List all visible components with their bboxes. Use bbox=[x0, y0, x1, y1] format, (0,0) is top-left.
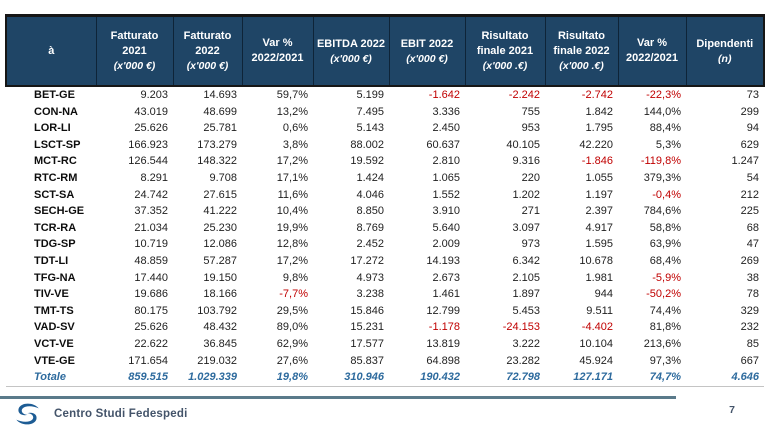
table-cell: 5,3% bbox=[655, 138, 681, 151]
table-cell: 9,8% bbox=[282, 271, 308, 284]
table-cell: -7,7% bbox=[279, 288, 308, 301]
financial-table-wrap bbox=[5, 14, 763, 387]
table-cell: -2.742 bbox=[581, 89, 613, 101]
table-cell: 19.150 bbox=[203, 271, 237, 284]
table-cell: 1.247 bbox=[731, 155, 759, 168]
table-cell: 40.105 bbox=[506, 138, 540, 151]
table-cell: 212 bbox=[740, 188, 759, 201]
table-cell: 88,4% bbox=[649, 122, 681, 135]
table-cell: 10,4% bbox=[276, 205, 308, 218]
table-cell: 19.686 bbox=[134, 288, 168, 301]
table-cell: 13,2% bbox=[276, 105, 308, 118]
table-cell: 1.595 bbox=[585, 238, 613, 251]
table-cell: 48.859 bbox=[134, 254, 168, 267]
table-cell: 37.352 bbox=[134, 205, 168, 218]
table-cell: 629 bbox=[740, 138, 759, 151]
table-row bbox=[6, 319, 764, 336]
table-cell: 232 bbox=[740, 321, 759, 334]
table-cell: 213,6% bbox=[643, 337, 681, 350]
table-cell: 1.029.339 bbox=[188, 371, 237, 384]
table-cell: 225 bbox=[740, 205, 759, 218]
table-cell: 19,8% bbox=[276, 371, 308, 384]
table-cell: 10.104 bbox=[579, 337, 613, 350]
table-cell: 127.171 bbox=[573, 371, 613, 384]
table-cell: 94 bbox=[746, 122, 759, 135]
footer-divider bbox=[0, 396, 676, 399]
row-label: TFG-NA bbox=[34, 271, 76, 284]
table-cell: 25.626 bbox=[134, 122, 168, 135]
table-cell: 74,4% bbox=[649, 304, 681, 317]
table-row bbox=[6, 353, 764, 370]
table-cell: 19,9% bbox=[276, 221, 308, 234]
table-cell: 45.924 bbox=[579, 354, 613, 367]
table-cell: 24.742 bbox=[134, 188, 168, 201]
row-label: SCT-SA bbox=[34, 188, 75, 201]
row-label: CON-NA bbox=[34, 105, 78, 118]
table-cell: 10.719 bbox=[134, 238, 168, 251]
table-cell: 5.453 bbox=[512, 304, 540, 317]
table-cell: 68 bbox=[746, 221, 759, 234]
table-cell: 859.515 bbox=[128, 371, 168, 384]
table-cell: 1.424 bbox=[356, 171, 384, 184]
table-cell: 8.850 bbox=[356, 205, 384, 218]
table-cell: 12.799 bbox=[426, 304, 460, 317]
table-cell: 17,1% bbox=[276, 171, 308, 184]
table-row bbox=[6, 170, 764, 187]
table-cell: 89,0% bbox=[276, 321, 308, 334]
table-cell: 9.203 bbox=[140, 89, 168, 101]
table-cell: 3.097 bbox=[512, 221, 540, 234]
table-cell: 2.450 bbox=[432, 122, 460, 135]
row-label: Totale bbox=[34, 371, 66, 384]
table-cell: 64.898 bbox=[426, 354, 460, 367]
table-cell: -119,8% bbox=[640, 155, 681, 168]
table-cell: 1.202 bbox=[512, 188, 540, 201]
table-cell: 42.220 bbox=[579, 138, 613, 151]
table-cell: 219.032 bbox=[197, 354, 237, 367]
table-cell: 36.845 bbox=[203, 337, 237, 350]
table-header-entity: à bbox=[6, 16, 96, 87]
table-cell: 25.781 bbox=[203, 122, 237, 135]
financial-table bbox=[5, 14, 765, 387]
table-cell: -2.242 bbox=[508, 89, 540, 101]
table-cell: -4.402 bbox=[581, 321, 613, 334]
table-cell: 97,3% bbox=[649, 354, 681, 367]
row-label: TMT-TS bbox=[34, 304, 74, 317]
table-cell: 379,3% bbox=[643, 171, 681, 184]
table-cell: 9.511 bbox=[586, 304, 613, 317]
table-cell: 310.946 bbox=[344, 371, 384, 384]
table-cell: 57.287 bbox=[203, 254, 237, 267]
table-cell: 43.019 bbox=[134, 105, 168, 118]
row-label: TDT-LI bbox=[34, 254, 69, 267]
table-row bbox=[6, 153, 764, 170]
table-cell: 1.795 bbox=[585, 122, 613, 135]
row-label: TDG-SP bbox=[34, 238, 76, 251]
table-cell: 1.897 bbox=[512, 288, 540, 301]
row-label: RTC-RM bbox=[34, 171, 78, 184]
table-cell: 81,8% bbox=[649, 321, 681, 334]
table-cell: 54 bbox=[746, 171, 759, 184]
table-cell: 74,7% bbox=[649, 371, 681, 384]
table-cell: 78 bbox=[746, 288, 759, 301]
table-cell: 88.002 bbox=[350, 138, 384, 151]
table-cell: 166.923 bbox=[128, 138, 168, 151]
table-cell: 38 bbox=[746, 271, 759, 284]
table-cell: 144,0% bbox=[643, 105, 681, 118]
table-cell: 126.544 bbox=[128, 155, 168, 168]
table-cell: 4.646 bbox=[731, 371, 759, 384]
table-row bbox=[6, 286, 764, 303]
table-cell: -1.642 bbox=[428, 89, 460, 101]
table-cell: 27,6% bbox=[276, 354, 308, 367]
table-cell: 4.046 bbox=[356, 188, 384, 201]
row-label: LOR-LI bbox=[34, 122, 71, 135]
table-cell: 3.336 bbox=[432, 105, 460, 118]
table-cell: 3.222 bbox=[512, 337, 540, 350]
table-cell: 48.432 bbox=[203, 321, 237, 334]
row-label: MCT-RC bbox=[34, 155, 77, 168]
table-cell: 1.065 bbox=[432, 171, 460, 184]
table-cell: -0,4% bbox=[652, 188, 681, 201]
row-label: TIV-VE bbox=[34, 288, 69, 301]
table-row bbox=[6, 220, 764, 237]
table-row bbox=[6, 270, 764, 287]
table-cell: 12,8% bbox=[276, 238, 308, 251]
table-cell: 22.622 bbox=[134, 337, 168, 350]
table-cell: -5,9% bbox=[652, 271, 681, 284]
table-cell: 47 bbox=[746, 238, 759, 251]
table-cell: 271 bbox=[521, 205, 540, 218]
table-cell: 5.640 bbox=[432, 221, 460, 234]
table-cell: 1.981 bbox=[585, 271, 613, 284]
page-number: 7 bbox=[729, 404, 735, 416]
column-header: Fatturato 2021 (x'000 €) bbox=[96, 16, 173, 87]
table-cell: 3.238 bbox=[356, 288, 384, 301]
table-row bbox=[6, 203, 764, 220]
table-cell: 4.973 bbox=[356, 271, 384, 284]
table-cell: 29,5% bbox=[276, 304, 308, 317]
row-label: VAD-SV bbox=[34, 321, 75, 334]
table-row bbox=[6, 104, 764, 121]
table-cell: 25.230 bbox=[203, 221, 237, 234]
table-cell: 58,8% bbox=[649, 221, 681, 234]
table-cell: 171.654 bbox=[128, 354, 168, 367]
table-cell: 5.143 bbox=[356, 122, 384, 135]
table-cell: 2.810 bbox=[432, 155, 460, 168]
table-cell: -50,2% bbox=[646, 288, 681, 301]
column-header: Var % 2022/2021 bbox=[618, 16, 686, 87]
table-cell: 21.034 bbox=[134, 221, 168, 234]
table-cell: 14.193 bbox=[426, 254, 460, 267]
fedespedi-swoosh-icon bbox=[14, 402, 41, 426]
table-cell: 27.615 bbox=[203, 188, 237, 201]
table-cell: 2.673 bbox=[432, 271, 460, 284]
table-cell: 8.769 bbox=[356, 221, 384, 234]
table-cell: -1.846 bbox=[581, 155, 613, 168]
table-cell: 3.910 bbox=[432, 205, 460, 218]
column-header: EBITDA 2022 (x'000 €) bbox=[313, 16, 389, 87]
table-row bbox=[6, 120, 764, 137]
table-cell: 755 bbox=[521, 105, 540, 118]
table-cell: 784,6% bbox=[643, 205, 681, 218]
table-header-row bbox=[6, 16, 764, 87]
table-cell: 667 bbox=[740, 354, 759, 367]
column-header: EBIT 2022 (x'000 €) bbox=[389, 16, 465, 87]
row-label: VCT-VE bbox=[34, 337, 74, 350]
table-cell: 1.055 bbox=[585, 171, 613, 184]
table-cell: 19.592 bbox=[350, 155, 384, 168]
table-cell: -1.178 bbox=[428, 321, 460, 334]
table-cell: 17.577 bbox=[350, 337, 384, 350]
table-cell: 0,6% bbox=[282, 122, 308, 135]
table-cell: 269 bbox=[740, 254, 759, 267]
table-cell: 9.316 bbox=[512, 155, 540, 168]
row-label: SECH-GE bbox=[34, 205, 85, 218]
table-row bbox=[6, 86, 764, 104]
table-cell: 13.819 bbox=[426, 337, 460, 350]
row-label: VTE-GE bbox=[34, 354, 75, 367]
table-cell: 6.342 bbox=[512, 254, 540, 267]
table-cell: 1.842 bbox=[585, 105, 613, 118]
total-row bbox=[6, 369, 764, 386]
table-cell: 2.452 bbox=[356, 238, 384, 251]
table-cell: 17,2% bbox=[276, 254, 308, 267]
table-cell: 14.693 bbox=[203, 89, 237, 101]
table-cell: 63,9% bbox=[649, 238, 681, 251]
column-header: Dipendenti (n) bbox=[686, 16, 764, 87]
row-label: LSCT-SP bbox=[34, 138, 81, 151]
table-cell: 15.231 bbox=[350, 321, 384, 334]
table-cell: 148.322 bbox=[197, 155, 237, 168]
table-cell: 1.552 bbox=[432, 188, 460, 201]
column-header: Fatturato 2022 (x'000 €) bbox=[173, 16, 242, 87]
table-cell: 15.846 bbox=[350, 304, 384, 317]
table-cell: 68,4% bbox=[649, 254, 681, 267]
table-cell: -24.153 bbox=[502, 321, 540, 334]
table-cell: 17.272 bbox=[350, 254, 384, 267]
table-cell: 80.175 bbox=[134, 304, 168, 317]
table-row bbox=[6, 187, 764, 204]
table-cell: 1.461 bbox=[432, 288, 460, 301]
table-cell: 18.166 bbox=[203, 288, 237, 301]
table-cell: 5.199 bbox=[356, 89, 384, 101]
table-cell: 41.222 bbox=[203, 205, 237, 218]
table-row bbox=[6, 236, 764, 253]
table-cell: 59,7% bbox=[276, 89, 308, 101]
table-row bbox=[6, 253, 764, 270]
table-cell: 12.086 bbox=[203, 238, 237, 251]
table-row bbox=[6, 336, 764, 353]
table-cell: 8.291 bbox=[140, 171, 168, 184]
table-cell: 1.197 bbox=[585, 188, 613, 201]
table-cell: 2.397 bbox=[585, 205, 613, 218]
table-row bbox=[6, 137, 764, 154]
footer bbox=[14, 401, 187, 427]
table-cell: 48.699 bbox=[203, 105, 237, 118]
table-cell: 329 bbox=[740, 304, 759, 317]
table-cell: 944 bbox=[594, 288, 613, 301]
table-cell: 190.432 bbox=[420, 371, 460, 384]
table-cell: 4.917 bbox=[585, 221, 613, 234]
table-cell: 62,9% bbox=[276, 337, 308, 350]
table-cell: 2.105 bbox=[512, 271, 540, 284]
table-cell: 25.626 bbox=[134, 321, 168, 334]
table-cell: 85.837 bbox=[350, 354, 384, 367]
table-cell: 973 bbox=[521, 238, 540, 251]
table-cell: 60.637 bbox=[426, 138, 460, 151]
row-label: TCR-RA bbox=[34, 221, 77, 234]
table-cell: 2.009 bbox=[432, 238, 460, 251]
table-cell: 3,8% bbox=[282, 138, 308, 151]
table-cell: 103.792 bbox=[197, 304, 237, 317]
table-cell: 9.708 bbox=[209, 171, 237, 184]
table-cell: 72.798 bbox=[506, 371, 540, 384]
table-cell: 17.440 bbox=[134, 271, 168, 284]
column-header: Risultato finale 2022 (x'000 .€) bbox=[545, 16, 618, 87]
table-cell: 299 bbox=[740, 105, 759, 118]
table-cell: -22,3% bbox=[646, 89, 681, 101]
table-cell: 953 bbox=[521, 122, 540, 135]
row-label: BET-GE bbox=[34, 89, 75, 101]
table-cell: 23.282 bbox=[506, 354, 540, 367]
table-cell: 7.495 bbox=[356, 105, 384, 118]
table-cell: 220 bbox=[521, 171, 540, 184]
table-cell: 173.279 bbox=[197, 138, 237, 151]
table-cell: 85 bbox=[746, 337, 759, 350]
table-row bbox=[6, 303, 764, 320]
table-cell: 73 bbox=[746, 89, 759, 101]
table-cell: 11,6% bbox=[277, 188, 308, 201]
column-header: Risultato finale 2021 (x'000 .€) bbox=[465, 16, 545, 87]
column-header: Var % 2022/2021 bbox=[242, 16, 313, 87]
footer-brand-text: Centro Studi Fedespedi bbox=[54, 408, 188, 420]
table-cell: 10.678 bbox=[579, 254, 613, 267]
table-cell: 17,2% bbox=[276, 155, 308, 168]
